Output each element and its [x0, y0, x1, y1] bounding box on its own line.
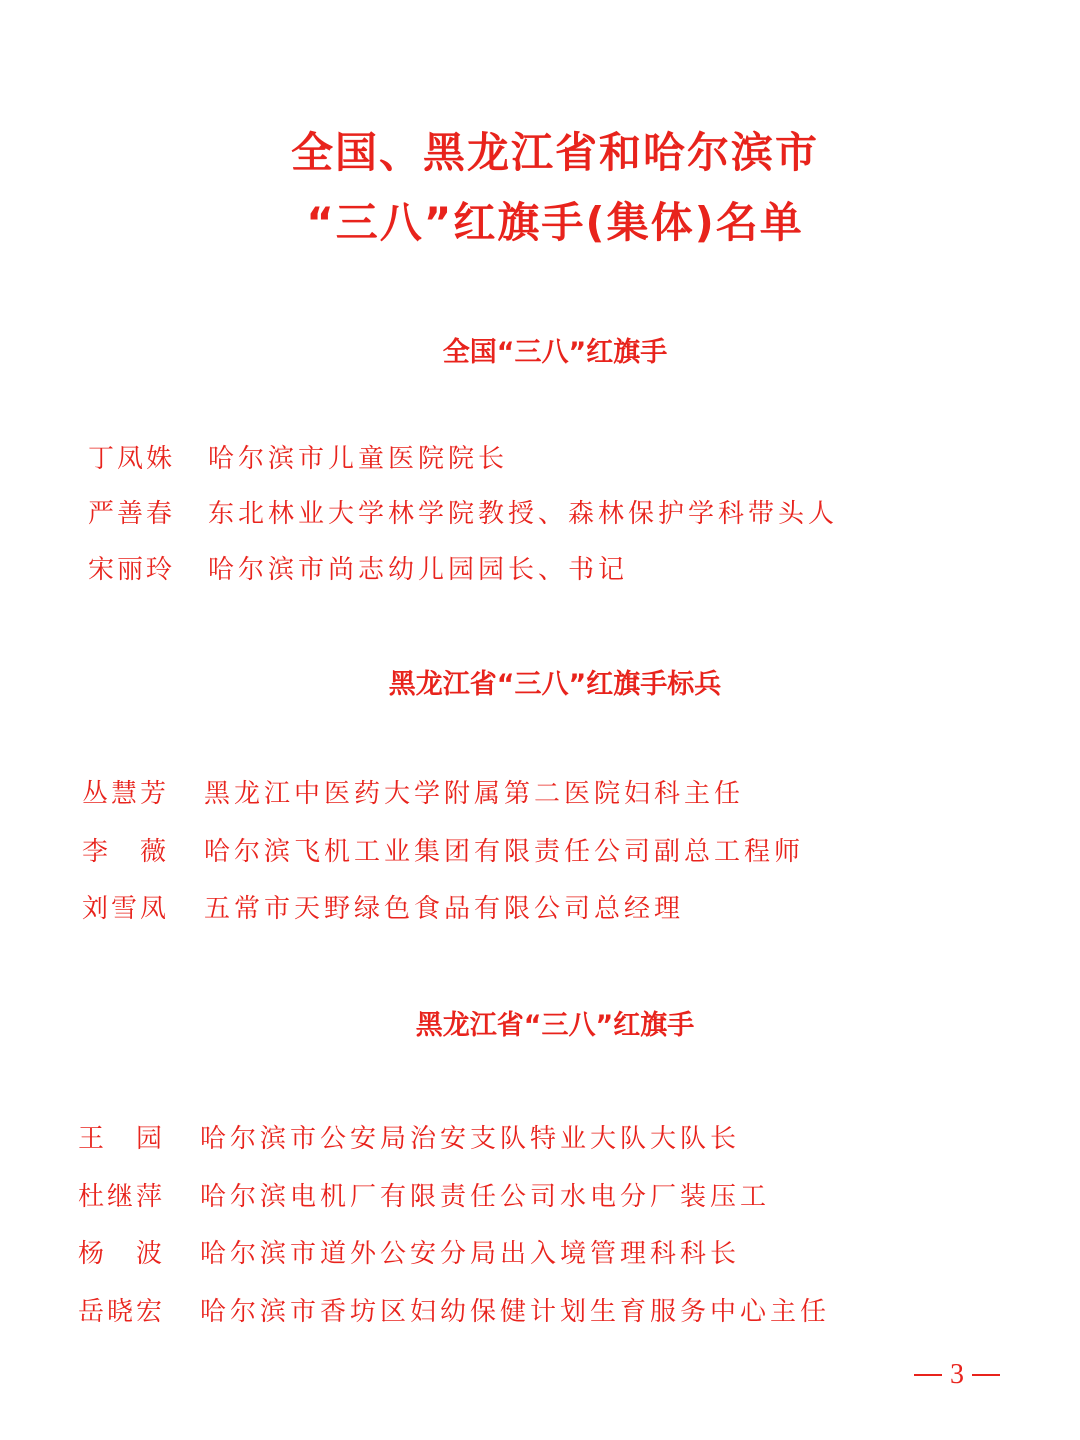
- document-title-line-1: 全国、黑龙江省和哈尔滨市: [290, 128, 819, 177]
- person-title: 哈尔滨电机厂有限责任公司水电分厂装压工: [200, 1182, 771, 1212]
- dash-right: [972, 1374, 1000, 1376]
- dash-left: [914, 1374, 942, 1376]
- section-heading-national: 全国“三八”红旗手: [442, 337, 668, 368]
- person-name: 丁凤姝: [88, 444, 176, 474]
- person-title: 哈尔滨飞机工业集团有限责任公司副总工程师: [204, 837, 805, 867]
- document-title-line-2: “三八”红旗手(集体)名单: [306, 198, 804, 247]
- person-name: 李 薇: [82, 837, 170, 867]
- person-name: 王 园: [78, 1124, 166, 1154]
- person-name: 宋丽玲: [88, 555, 176, 585]
- person-name: 杜继萍: [78, 1182, 166, 1212]
- person-title: 哈尔滨市儿童医院院长: [208, 444, 509, 474]
- section-heading-provincial: 黑龙江省“三八”红旗手: [415, 1010, 695, 1041]
- person-title: 哈尔滨市公安局治安支队特业大队大队长: [200, 1124, 741, 1154]
- person-name: 严善春: [88, 499, 176, 529]
- page-number: [902, 1355, 1012, 1395]
- person-name: 岳晓宏: [78, 1297, 166, 1327]
- person-title: 哈尔滨市尚志幼儿园园长、书记: [208, 555, 629, 585]
- person-title: 哈尔滨市道外公安分局出入境管理科科长: [200, 1239, 741, 1269]
- section-heading-provincial-model: 黑龙江省“三八”红旗手标兵: [388, 669, 722, 700]
- person-title: 黑龙江中医药大学附属第二医院妇科主任: [204, 779, 745, 809]
- person-title: 东北林业大学林学院教授、森林保护学科带头人: [208, 499, 839, 529]
- person-title: 五常市天野绿色食品有限公司总经理: [204, 894, 685, 924]
- person-name: 杨 波: [78, 1239, 166, 1269]
- person-title: 哈尔滨市香坊区妇幼保健计划生育服务中心主任: [200, 1297, 831, 1327]
- page-number-value: 3: [950, 1359, 964, 1390]
- person-name: 丛慧芳: [82, 779, 170, 809]
- person-name: 刘雪凤: [82, 894, 170, 924]
